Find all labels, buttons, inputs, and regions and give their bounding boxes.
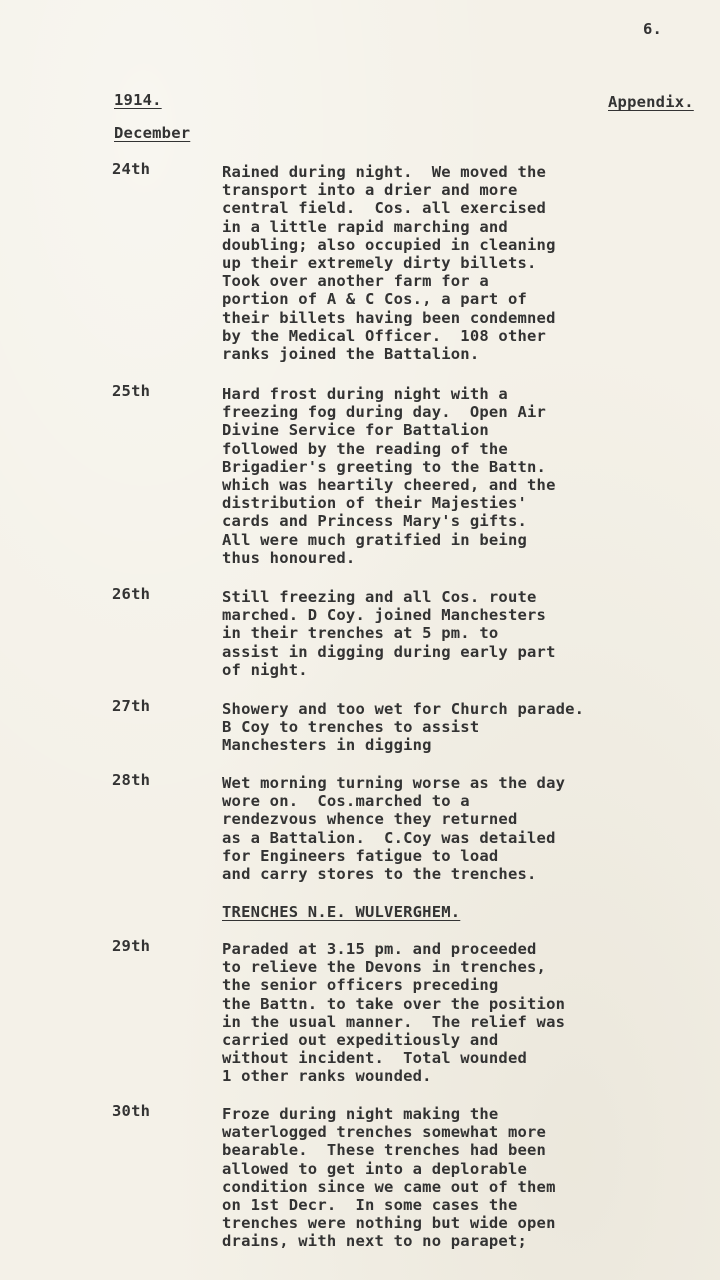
entry-line: Paraded at 3.15 pm. and proceeded: [222, 940, 537, 958]
entry-line: drains, with next to no parapet;: [222, 1232, 528, 1251]
entry-line: Rained during night. We moved the: [222, 163, 547, 181]
entry-date-30th: 30th: [112, 1102, 151, 1120]
entry-line: condition since we came out of them: [222, 1177, 556, 1196]
entry-text-25th: [222, 385, 652, 567]
entry-line: the Battn. to take over the position: [222, 994, 566, 1013]
entry-line: on 1st Decr. In some cases the: [222, 1196, 518, 1215]
entry-line: portion of A & C Cos., a part of: [222, 290, 528, 309]
entry-line: ranks joined the Battalion.: [222, 345, 480, 364]
entry-date-27th: 27th: [112, 697, 151, 715]
entry-line: Brigadier's greeting to the Battn.: [222, 457, 547, 476]
entry-date-24th: 24th: [112, 160, 151, 178]
entry-line: to relieve the Devons in trenches,: [222, 958, 547, 977]
entry-line: Still freezing and all Cos. route: [222, 588, 537, 606]
header-year: 1914.: [114, 91, 162, 109]
entry-line: and carry stores to the trenches.: [222, 865, 537, 884]
entry-line: central field. Cos. all exercised: [222, 199, 547, 218]
entry-line: allowed to get into a deplorable: [222, 1159, 528, 1178]
entry-line: freezing fog during day. Open Air: [222, 403, 547, 422]
entry-text-27th: [222, 700, 652, 755]
entry-line: transport into a drier and more: [222, 181, 518, 200]
entry-line: without incident. Total wounded: [222, 1049, 528, 1068]
entry-line: bearable. These trenches had been: [222, 1141, 547, 1160]
header-appendix: Appendix.: [608, 93, 694, 111]
entry-line: rendezvous whence they returned: [222, 810, 518, 829]
entry-line: waterlogged trenches somewhat more: [222, 1123, 547, 1142]
entry-line: B Coy to trenches to assist: [222, 718, 480, 737]
entry-line: for Engineers fatigue to load: [222, 846, 499, 865]
entry-line: their billets having been condemned: [222, 308, 556, 327]
section-heading: TRENCHES N.E. WULVERGHEM.: [222, 903, 461, 921]
entry-line: Divine Service for Battalion: [222, 421, 489, 440]
entry-line: trenches were nothing but wide open: [222, 1214, 556, 1233]
entry-line: Showery and too wet for Church parade.: [222, 700, 585, 718]
entry-line: Wet morning turning worse as the day: [222, 774, 566, 792]
entry-text-26th: [222, 588, 652, 679]
entry-date-25th: 25th: [112, 382, 151, 400]
entry-line: the senior officers preceding: [222, 976, 499, 995]
entry-text-29th: [222, 940, 652, 1086]
entry-line: wore on. Cos.marched to a: [222, 792, 470, 811]
entry-text-28th: [222, 774, 652, 883]
entry-line: assist in digging during early part: [222, 642, 556, 661]
entry-line: Manchesters in digging: [222, 736, 432, 755]
entry-line: marched. D Coy. joined Manchesters: [222, 606, 547, 625]
entry-line: carried out expeditiously and: [222, 1031, 499, 1050]
entry-line: which was heartily cheered, and the: [222, 476, 556, 495]
entry-line: 1 other ranks wounded.: [222, 1067, 432, 1086]
entry-line: thus honoured.: [222, 548, 356, 567]
entry-date-28th: 28th: [112, 771, 151, 789]
entry-line: Froze during night making the: [222, 1105, 499, 1123]
entry-line: Hard frost during night with a: [222, 385, 508, 403]
entry-line: Took over another farm for a: [222, 272, 489, 291]
entry-text-30th: [222, 1105, 652, 1251]
entry-line: in their trenches at 5 pm. to: [222, 624, 499, 643]
entry-line: followed by the reading of the: [222, 439, 508, 458]
entry-line: in a little rapid marching and: [222, 217, 508, 236]
entry-line: cards and Princess Mary's gifts.: [222, 512, 528, 531]
month-heading: December: [114, 124, 191, 142]
entry-date-29th: 29th: [112, 937, 151, 955]
entry-text-24th: [222, 163, 652, 363]
entry-line: of night.: [222, 660, 308, 679]
entry-line: doubling; also occupied in cleaning: [222, 235, 556, 254]
entry-line: as a Battalion. C.Coy was detailed: [222, 828, 556, 847]
entry-line: by the Medical Officer. 108 other: [222, 326, 547, 345]
entry-line: All were much gratified in being: [222, 530, 528, 549]
entry-line: distribution of their Majesties': [222, 494, 528, 513]
entry-line: in the usual manner. The relief was: [222, 1012, 566, 1031]
entry-date-26th: 26th: [112, 585, 151, 603]
entry-line: up their extremely dirty billets.: [222, 254, 537, 273]
page-number: 6.: [643, 20, 663, 38]
